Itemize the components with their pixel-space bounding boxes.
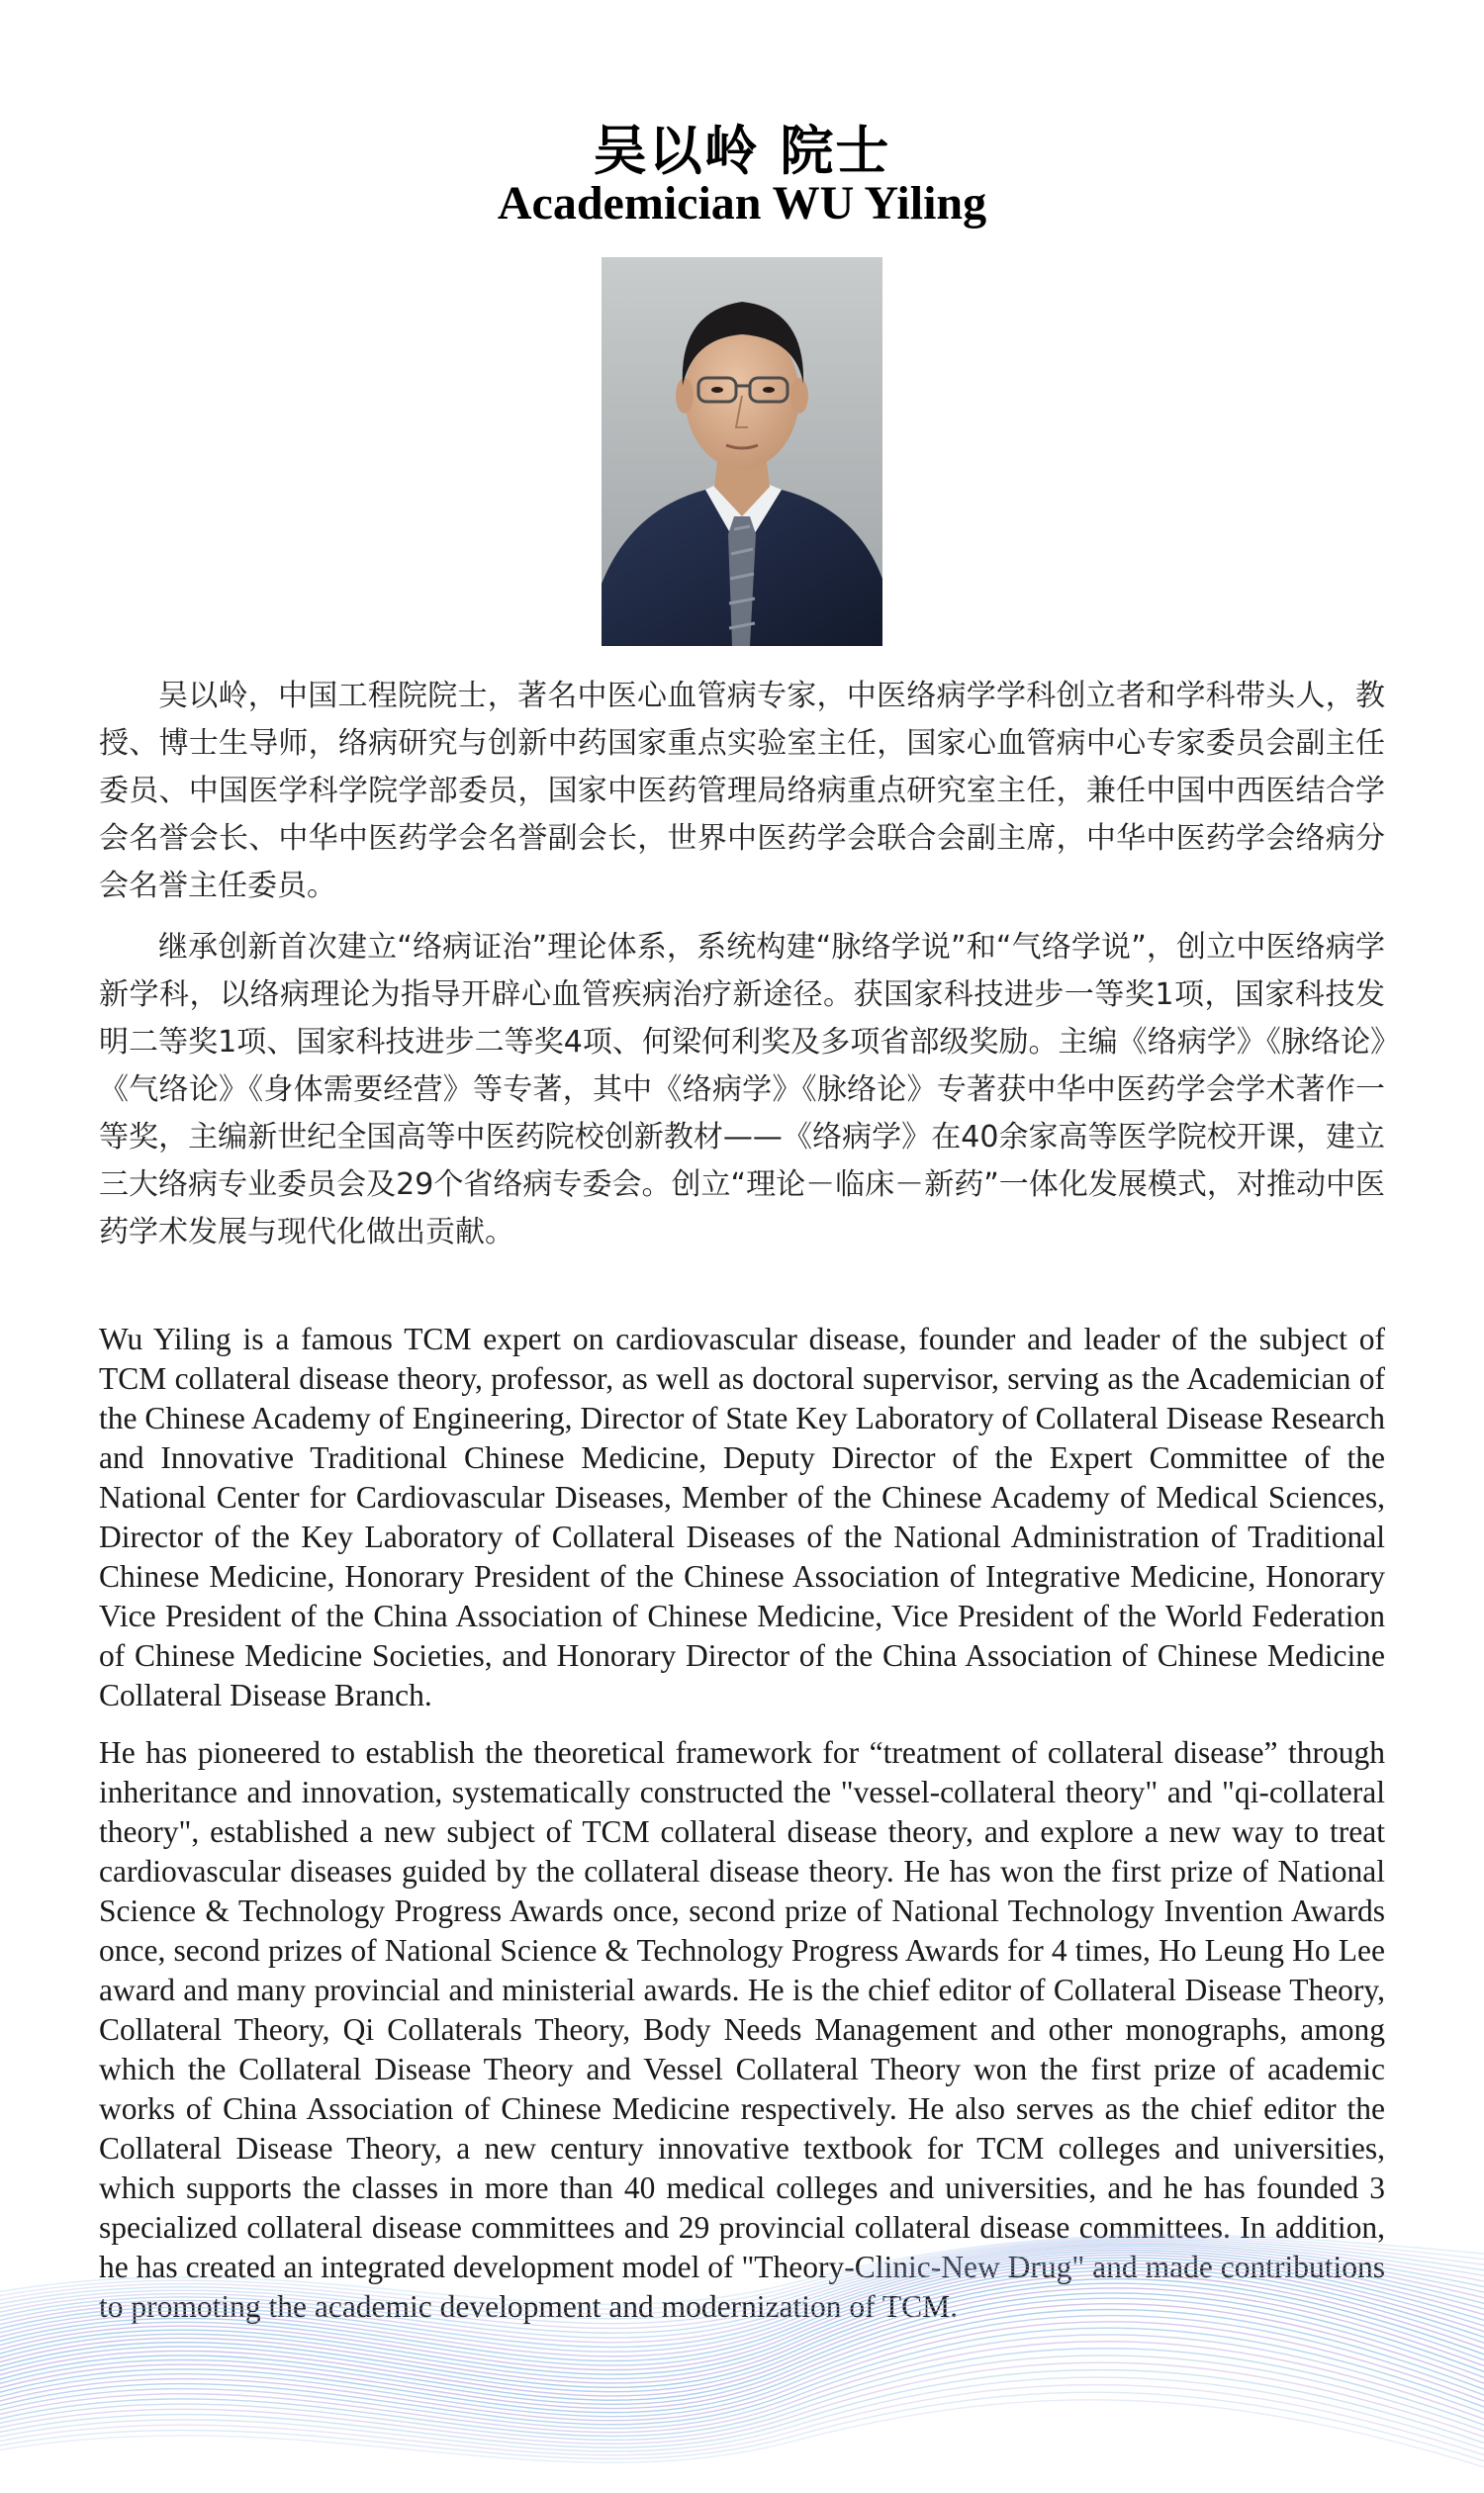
title-chinese: 吴以岭 院士: [593, 120, 891, 182]
wave-line: [0, 2392, 1484, 2467]
decorative-wave-lines: [0, 2157, 1484, 2493]
wave-line: [0, 2279, 1484, 2388]
wave-line: [0, 2355, 1484, 2440]
bio-chinese-paragraph-2: 继承创新首次建立“络病证治”理论体系，系统构建“脉络学说”和“气络学说”，创立中医络病学新学科，以络病理论为指导开辟心血管疾病治疗新途径。获国家科技进步一等奖1项，国家科技发明二等奖1项、国家科技进步二等奖4项、何梁何利奖及多项省部级奖励。主编《络病学》《脉络论》《气络论》《身体需要经营》等专著，其中《络病学》《脉络论》专著获中华中医药学会学术著作一等奖，主编新世纪全国高等中医药院校创新教材——《络病学》在40余家高等医学院校开课，建立三大络病专业委员会及29个省络病专委会。创立“理论－临床－新药”一体化发展模式，对推动中医药学术发展与现代化做出贡献。: [99, 930, 1385, 1249]
bio-chinese-paragraph-1: 吴以岭，中国工程院院士，著名中医心血管病专家，中医络病学学科创立者和学科带头人，教授、博士生导师，络病研究与创新中药国家重点实验室主任，国家心血管病中心专家委员会副主任委员、中国医学科学院学部委员，国家中医药管理局络病重点研究室主任，兼任中国中西医结合学会名誉会长、中华中医药学会名誉副会长，世界中医药学会联合会副主席，中华中医药学会络病分会名誉主任委员。: [99, 679, 1385, 903]
wave-line: [0, 2400, 1484, 2473]
wave-line: [0, 2255, 1484, 2355]
portrait-photo: [602, 257, 882, 646]
portrait-illustration: [602, 257, 882, 646]
title-english: Academician WU Yiling: [497, 177, 987, 230]
wave-line: [0, 2258, 1484, 2360]
bio-english-paragraph-2: He has pioneered to establish the theoretical framework for “treatment of collateral disease” through inheritance and innovation, systematically constructed the "vessel-collateral theory" and "qi-collateral theory", established a new subject of TCM collateral disease theory, and explore a new way to treat cardiovascular diseases guided by the collateral disease theory. He has won the first prize of National Science & Technology Progress Awards once, second prize of National Technology Invention Awards once, second prizes of National Science & Technology Progress Awards for 4 times, Ho Leung Ho Lee award and many provincial and ministerial awards. He is the chief editor of Collateral Disease Theory, Collateral Theory, Qi Collaterals Theory, Body Needs Management and other monographs, among which the Collateral Disease Theory and Vessel Collateral Theory won the first prize of academic works of China Association of Chinese Medicine respectively. He also serves as the chief editor the Collateral Disease Theory, a new century innovative textbook for TCM colleges and universities, which supports the classes in more than 40 medical colleges and universities, and he has founded 3 specialized collateral disease committees and 29 provincial collateral disease committees. In addition, he has created an integrated development model of "Theory-Clinic-New Drug" and made contributions to promoting the academic development and modernization of TCM.: [99, 1735, 1385, 2324]
bio-english-paragraph-1: Wu Yiling is a famous TCM expert on cardiovascular disease, founder and leader of the subject of TCM collateral disease theory, professor, as well as doctoral supervisor, serving as the Academician of the Chinese Academy of Engineering, Director of State Key Laboratory of Collateral Disease Research and Innovative Traditional Chinese Medicine, Deputy Director of the Expert Committee of the National Center for Cardiovascular Diseases, Member of the Chinese Academy of Medical Sciences, Director of the Key Laboratory of Collateral Diseases of the National Administration of Traditional Chinese Medicine, Honorary President of the Chinese Association of Integrative Medicine, Honorary Vice President of the China Association of Chinese Medicine, Vice President of the World Federation of Chinese Medicine Societies, and Honorary Director of the China Association of Chinese Medicine Collateral Disease Branch.: [99, 1322, 1385, 1712]
